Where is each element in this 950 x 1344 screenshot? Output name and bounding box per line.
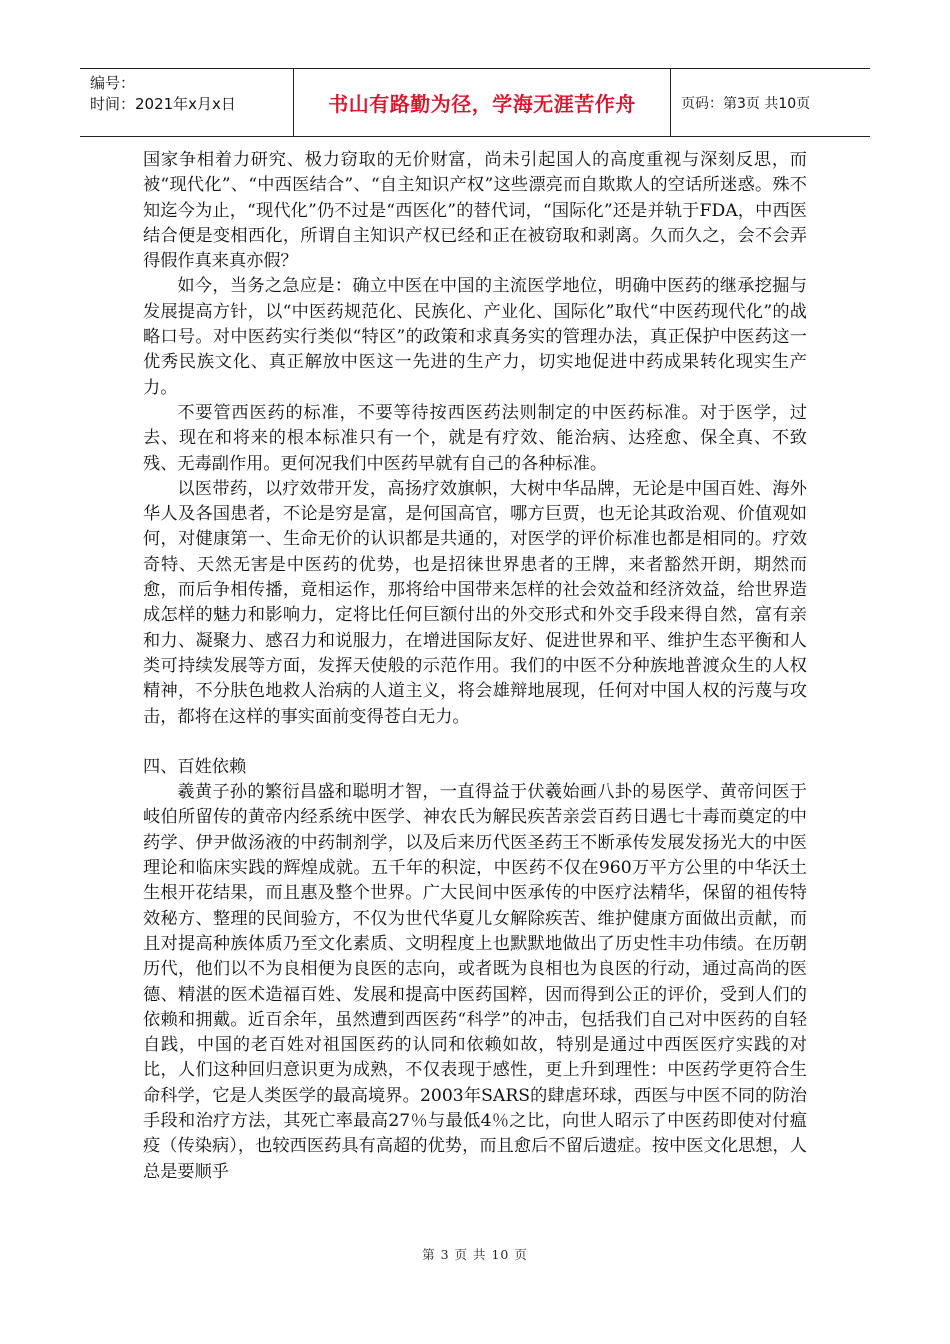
page-footer: 第 3 页 共 10 页 — [422, 1247, 528, 1262]
section-paragraph: 羲黄子孙的繁衍昌盛和聪明才智，一直得益于伏羲始画八卦的易医学、黄帝问医于岐伯所留传的黄帝内经系统中医学、神农氏为解民疾苦亲尝百药日遇七十毒而奠定的中药学、伊尹做汤液的中药制剂学，以及后来历代医圣药王不断承传发展发扬光大的中医理论和临床实践的辉煌成就。五千年的积淀，中医药不仅在960万平方公里的中华沃土生根开花结果，而且惠及整个世界。广大民间中医承传的中医疗法精华，保留的祖传特效秘方、整理的民间验方，不仅为世代华夏儿女解除疾苦、维护健康方面做出贡献，而且对提高种族体质乃至文化素质、文明程度上也默默地做出了历史性丰功伟绩。在历朝历代，他们以不为良相便为良医的志向，或者既为良相也为良医的行动，通过高尚的医德、精湛的医术造福百姓、发展和提高中医药国粹，因而得到公正的评价，受到人们的依赖和拥戴。近百余年，虽然遭到西医药“科学”的冲击，包括我们自己对中医药的自轻自践，中国的老百姓对祖国医药的认同和依赖如故，特别是通过中西医医疗实践的对比，人们这种回归意识更为成熟，不仅表现于感性，更上升到理性：中医药学更符合生命科学，它是人类医学的最高境界。2003年SARS的肆虐环球，西医与中医不同的防治手段和治疗方法，其死亡率最高27％与最低4％之比，向世人昭示了中医药即使对付瘟疫（传染病），也较西医药具有高超的优势，而且愈后不留后遗症。按中医文化思想，人总是要顺乎 — [143, 782, 807, 1182]
header-meta — [80, 69, 293, 136]
body-paragraph-1: 国家争相着力研究、极力窃取的无价财富，尚未引起国人的高度重视与深刻反思，而被“现代化”、“中西医结合”、“自主知识产权”这些漂亮而自欺欺人的空话所迷惑。殊不知迄今为止，“现代化”仍不过是“西医化”的替代词，“国际化”还是并轨于FDA，中西医结合便是变相西化，所谓自主知识产权已经和正在被窃取和剥离。久而久之，会不会弄得假作真来真亦假？ — [143, 150, 807, 272]
date-label: 时间：2021年x月x日 — [90, 95, 236, 113]
section-heading: 四、百姓依赖 — [143, 756, 247, 777]
header-page-number: 页码：第3页 共10页 — [681, 95, 811, 112]
body-paragraph-4: 以医带药，以疗效带开发，高扬疗效旗帜，大树中华品牌，无论是中国百姓、海外华人及各国患者，不论是穷是富，是何国高官，哪方巨贾，也无论其政治观、价值观如何，对健康第一、生命无价的认识都是共通的，对医学的评价标准也都是相同的。疗效奇特、天然无害是中医药的优势，也是招徕世界患者的王牌，来者豁然开朗，期然而愈，而后争相传播，竟相运作，那将给中国带来怎样的社会效益和经济效益，给世界造成怎样的魅力和影响力，定将比任何巨额付出的外交形式和外交手段来得自然，富有亲和力、凝聚力、感召力和说服力，在增进国际友好、促进世界和平、维护生态平衡和人类可持续发展等方面，发挥天使般的示范作用。我们的中医不分种族地普渡众生的人权精神，不分肤色地救人治病的人道主义，将会雄辩地展现，任何对中国人权的污蔑与攻击，都将在这样的事实面前变得苍白无力。 — [143, 478, 807, 727]
document-body — [143, 148, 807, 1185]
header-motto: 书山有路勤为径，学海无涯苦作舟 — [293, 69, 671, 136]
body-paragraph-2: 如今，当务之急应是：确立中医在中国的主流医学地位，明确中医药的继承挖掘与发展提高方针，以“中医药规范化、民族化、产业化、国际化”取代“中医药现代化”的战略口号。对中医药实行类似“特区”的政策和求真务实的管理办法，真正保护中医药这一优秀民族文化、真正解放中医这一先进的生产力，切实地促进中药成果转化现实生产力。 — [143, 276, 807, 398]
body-paragraph-3: 不要管西医药的标准，不要等待按西医药法则制定的中医药标准。对于医学，过去、现在和将来的根本标准只有一个，就是有疗效、能治病、达痊愈、保全真、不致残、无毒副作用。更何况我们中医药早就有自己的各种标准。 — [143, 402, 807, 474]
page-header — [80, 68, 870, 137]
document-number-label: 编号： — [90, 74, 136, 92]
